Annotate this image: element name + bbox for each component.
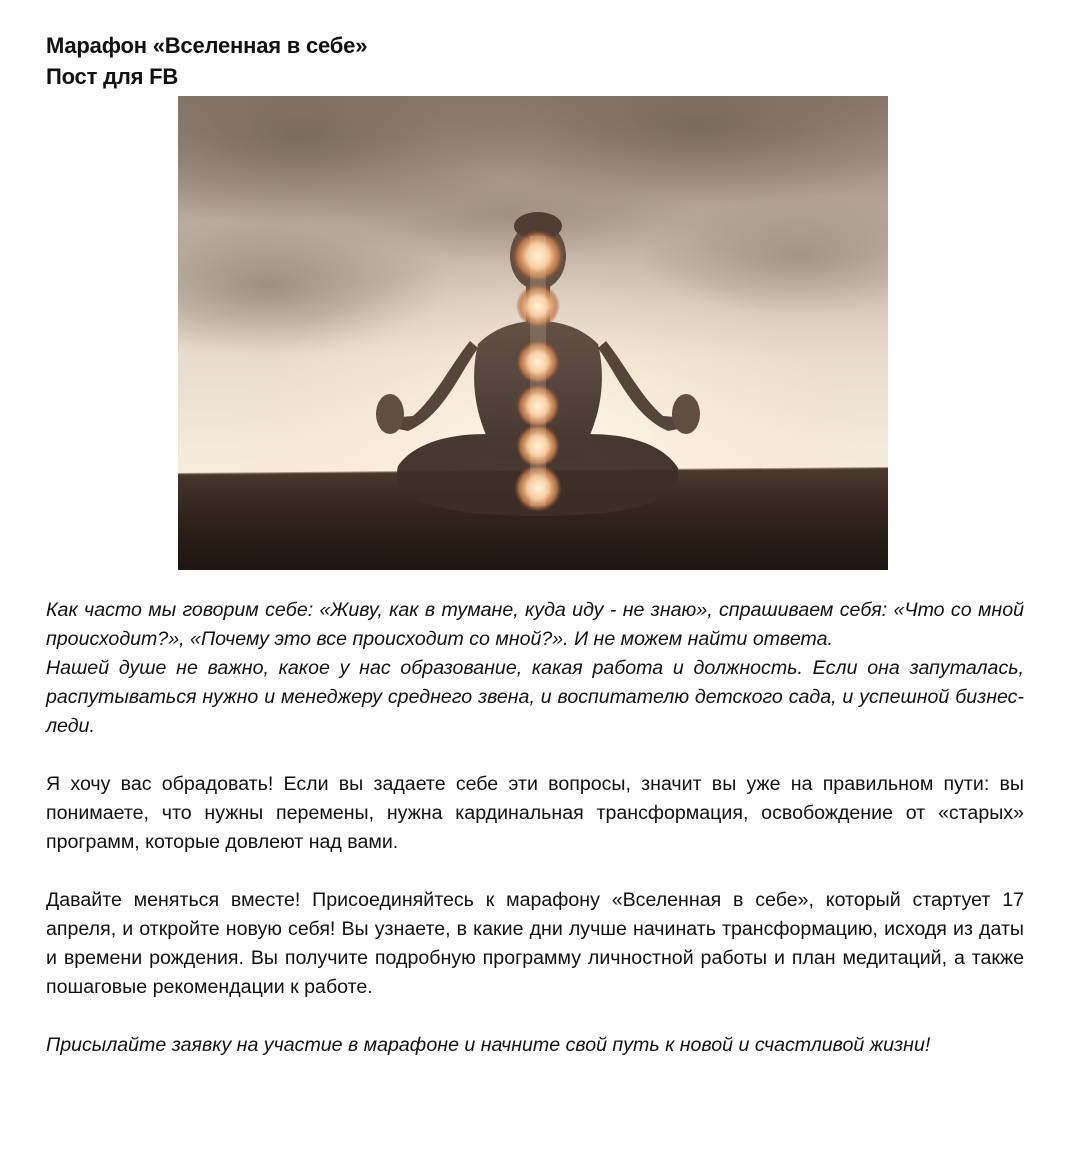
paragraph-cta: Присылайте заявку на участие в марафоне и начните свой путь к новой и счастливой жизни! [46, 1034, 931, 1056]
paragraph-soul: Нашей душе не важно, какое у нас образование, какая работа и должность. Если она запуталась, распутываться нужно и менеджеру среднего звена, и воспитателю детского сада, и успешной бизнес-леди. [46, 657, 1024, 737]
post-body [46, 596, 1024, 1060]
paragraph-invite: Давайте меняться вместе! Присоединяйтесь к марафону «Вселенная в себе», который стартует 17 апреля, и откройте новую себя! Вы узнаете, в какие дни лучше начинать трансформацию, исходя из даты и времени рождения. Вы получите подробную программу личностной работы и план медитаций, а также пошаговые рекомендации к работе. [46, 889, 1024, 998]
paragraph-intro: Как часто мы говорим себе: «Живу, как в тумане, куда иду - не знаю», спрашиваем себя: «Что со мной происходит?», «Почему это все происходит со мной?». И не можем найти ответа. [46, 599, 1024, 650]
page-title: Марафон «Вселенная в себе» [46, 33, 368, 58]
document-header [46, 30, 1024, 92]
meditation-photo [178, 96, 888, 570]
paragraph-glad: Я хочу вас обрадовать! Если вы задаете себе эти вопросы, значит вы уже на правильном пути: вы понимаете, что нужны перемены, нужна кардинальная трансформация, освобождение от «старых» программ, которые довлеют над вами. [46, 773, 1024, 853]
page-subtitle: Пост для FB [46, 64, 179, 89]
